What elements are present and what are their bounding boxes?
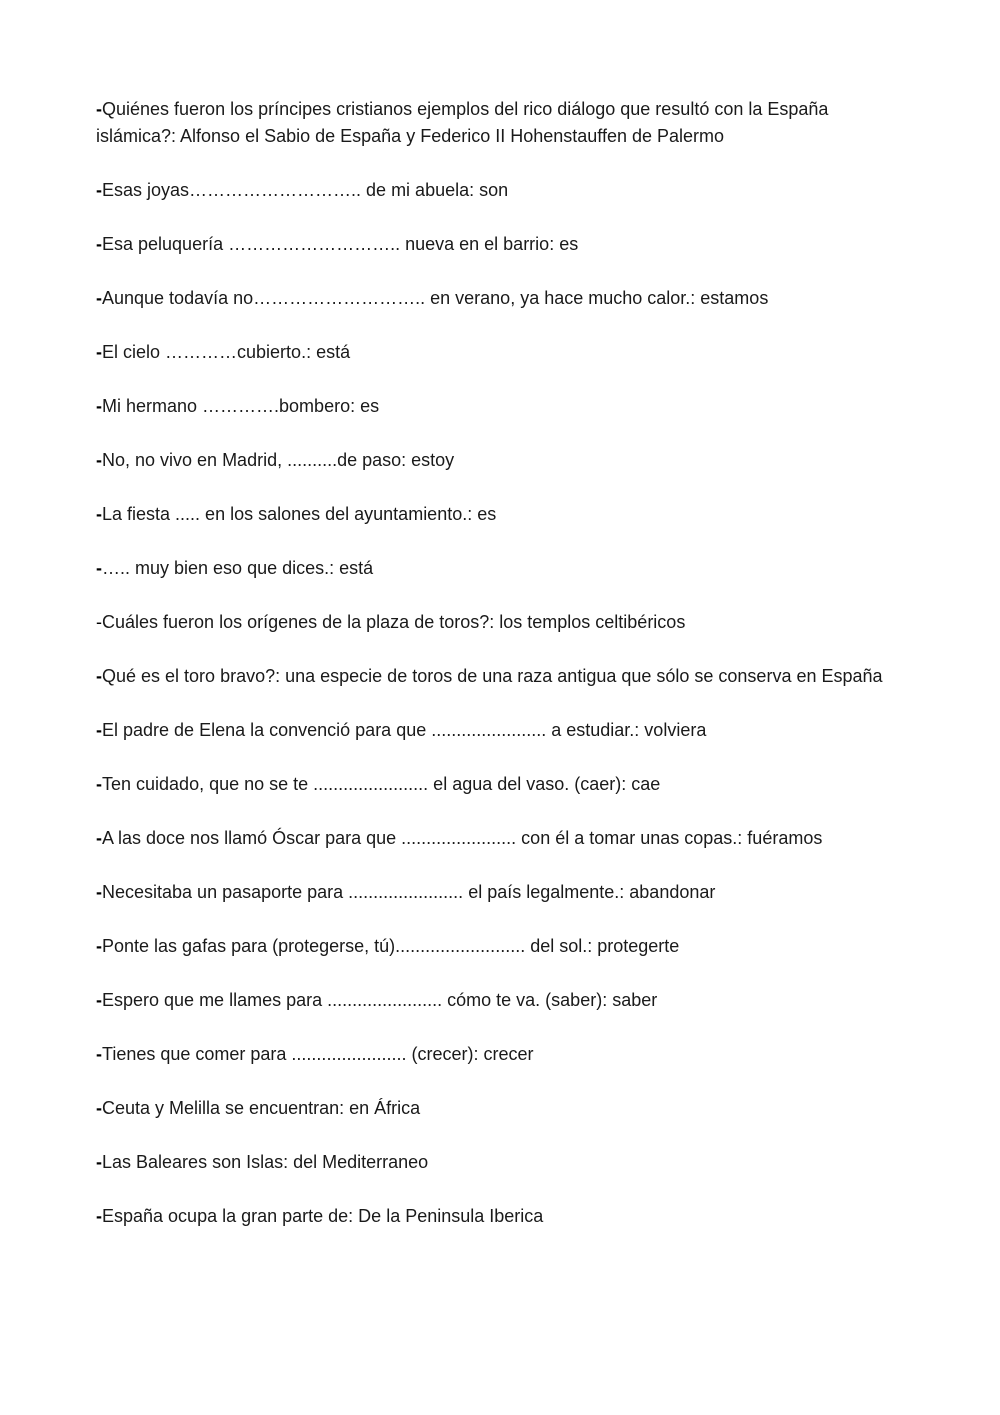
quiz-item-3 — [96, 231, 908, 258]
item-dash: - — [96, 180, 102, 200]
item-text: Aunque todavía no……………………….. en verano, ya hace mucho calor.: estamos — [102, 288, 769, 308]
item-text: Cuáles fueron los orígenes de la plaza de toros?: los templos celtibéricos — [102, 612, 686, 632]
item-dash: - — [96, 1152, 102, 1172]
item-dash: - — [96, 342, 102, 362]
quiz-item-8 — [96, 501, 908, 528]
quiz-item-12 — [96, 717, 908, 744]
quiz-item-14 — [96, 825, 908, 852]
item-text: Esa peluquería ……………………….. nueva en el barrio: es — [102, 234, 579, 254]
item-text: Quiénes fueron los príncipes cristianos ejemplos del rico diálogo que resultó con la España islámica?: Alfonso el Sabio de España y Federico II Hohenstauffen de Palermo — [96, 99, 829, 146]
item-text: ….. muy bien eso que dices.: está — [102, 558, 374, 578]
quiz-item-17 — [96, 987, 908, 1014]
item-dash: - — [96, 666, 102, 686]
item-text: Necesitaba un pasaporte para ....................... el país legalmente.: abandonar — [102, 882, 716, 902]
quiz-item-6 — [96, 393, 908, 420]
item-dash: - — [96, 396, 102, 416]
item-text: Mi hermano ………….bombero: es — [102, 396, 380, 416]
quiz-item-11 — [96, 663, 908, 690]
item-text: El cielo …………cubierto.: está — [102, 342, 351, 362]
item-text: Tienes que comer para ....................... (crecer): crecer — [102, 1044, 534, 1064]
quiz-item-2 — [96, 177, 908, 204]
item-dash: - — [96, 1206, 102, 1226]
item-dash: - — [96, 450, 102, 470]
item-text: La fiesta ..... en los salones del ayuntamiento.: es — [102, 504, 497, 524]
item-dash: - — [96, 882, 102, 902]
item-dash: - — [96, 774, 102, 794]
quiz-item-10 — [96, 609, 908, 636]
item-text: A las doce nos llamó Óscar para que ....................... con él a tomar unas copas.: fuéramos — [102, 828, 823, 848]
item-text: No, no vivo en Madrid, ..........de paso: estoy — [102, 450, 455, 470]
item-text: Ponte las gafas para (protegerse, tú).......................... del sol.: protegerte — [102, 936, 680, 956]
item-dash: - — [96, 234, 102, 254]
quiz-item-4 — [96, 285, 908, 312]
item-text: Esas joyas……………………….. de mi abuela: son — [102, 180, 509, 200]
item-text: España ocupa la gran parte de: De la Peninsula Iberica — [102, 1206, 544, 1226]
item-dash: - — [96, 558, 102, 578]
quiz-item-20 — [96, 1149, 908, 1176]
quiz-item-5 — [96, 339, 908, 366]
quiz-item-15 — [96, 879, 908, 906]
item-text: Las Baleares son Islas: del Mediterraneo — [102, 1152, 429, 1172]
document-body — [96, 96, 908, 1257]
item-text: Qué es el toro bravo?: una especie de toros de una raza antigua que sólo se conserva en España — [102, 666, 883, 686]
quiz-item-18 — [96, 1041, 908, 1068]
quiz-item-19 — [96, 1095, 908, 1122]
item-dash: - — [96, 936, 102, 956]
quiz-item-16 — [96, 933, 908, 960]
item-text: Ceuta y Melilla se encuentran: en África — [102, 1098, 421, 1118]
item-dash: - — [96, 1098, 102, 1118]
item-dash: - — [96, 720, 102, 740]
item-dash: - — [96, 504, 102, 524]
item-dash: - — [96, 99, 102, 119]
quiz-item-7 — [96, 447, 908, 474]
quiz-item-21 — [96, 1203, 908, 1230]
quiz-item-1 — [96, 96, 908, 150]
item-dash: - — [96, 1044, 102, 1064]
item-dash: - — [96, 288, 102, 308]
item-dash: - — [96, 612, 102, 632]
item-dash: - — [96, 828, 102, 848]
quiz-item-13 — [96, 771, 908, 798]
item-text: Ten cuidado, que no se te ....................... el agua del vaso. (caer): cae — [102, 774, 661, 794]
item-dash: - — [96, 990, 102, 1010]
item-text: Espero que me llames para ....................... cómo te va. (saber): saber — [102, 990, 658, 1010]
quiz-item-9 — [96, 555, 908, 582]
item-text: El padre de Elena la convenció para que ....................... a estudiar.: volviera — [102, 720, 707, 740]
